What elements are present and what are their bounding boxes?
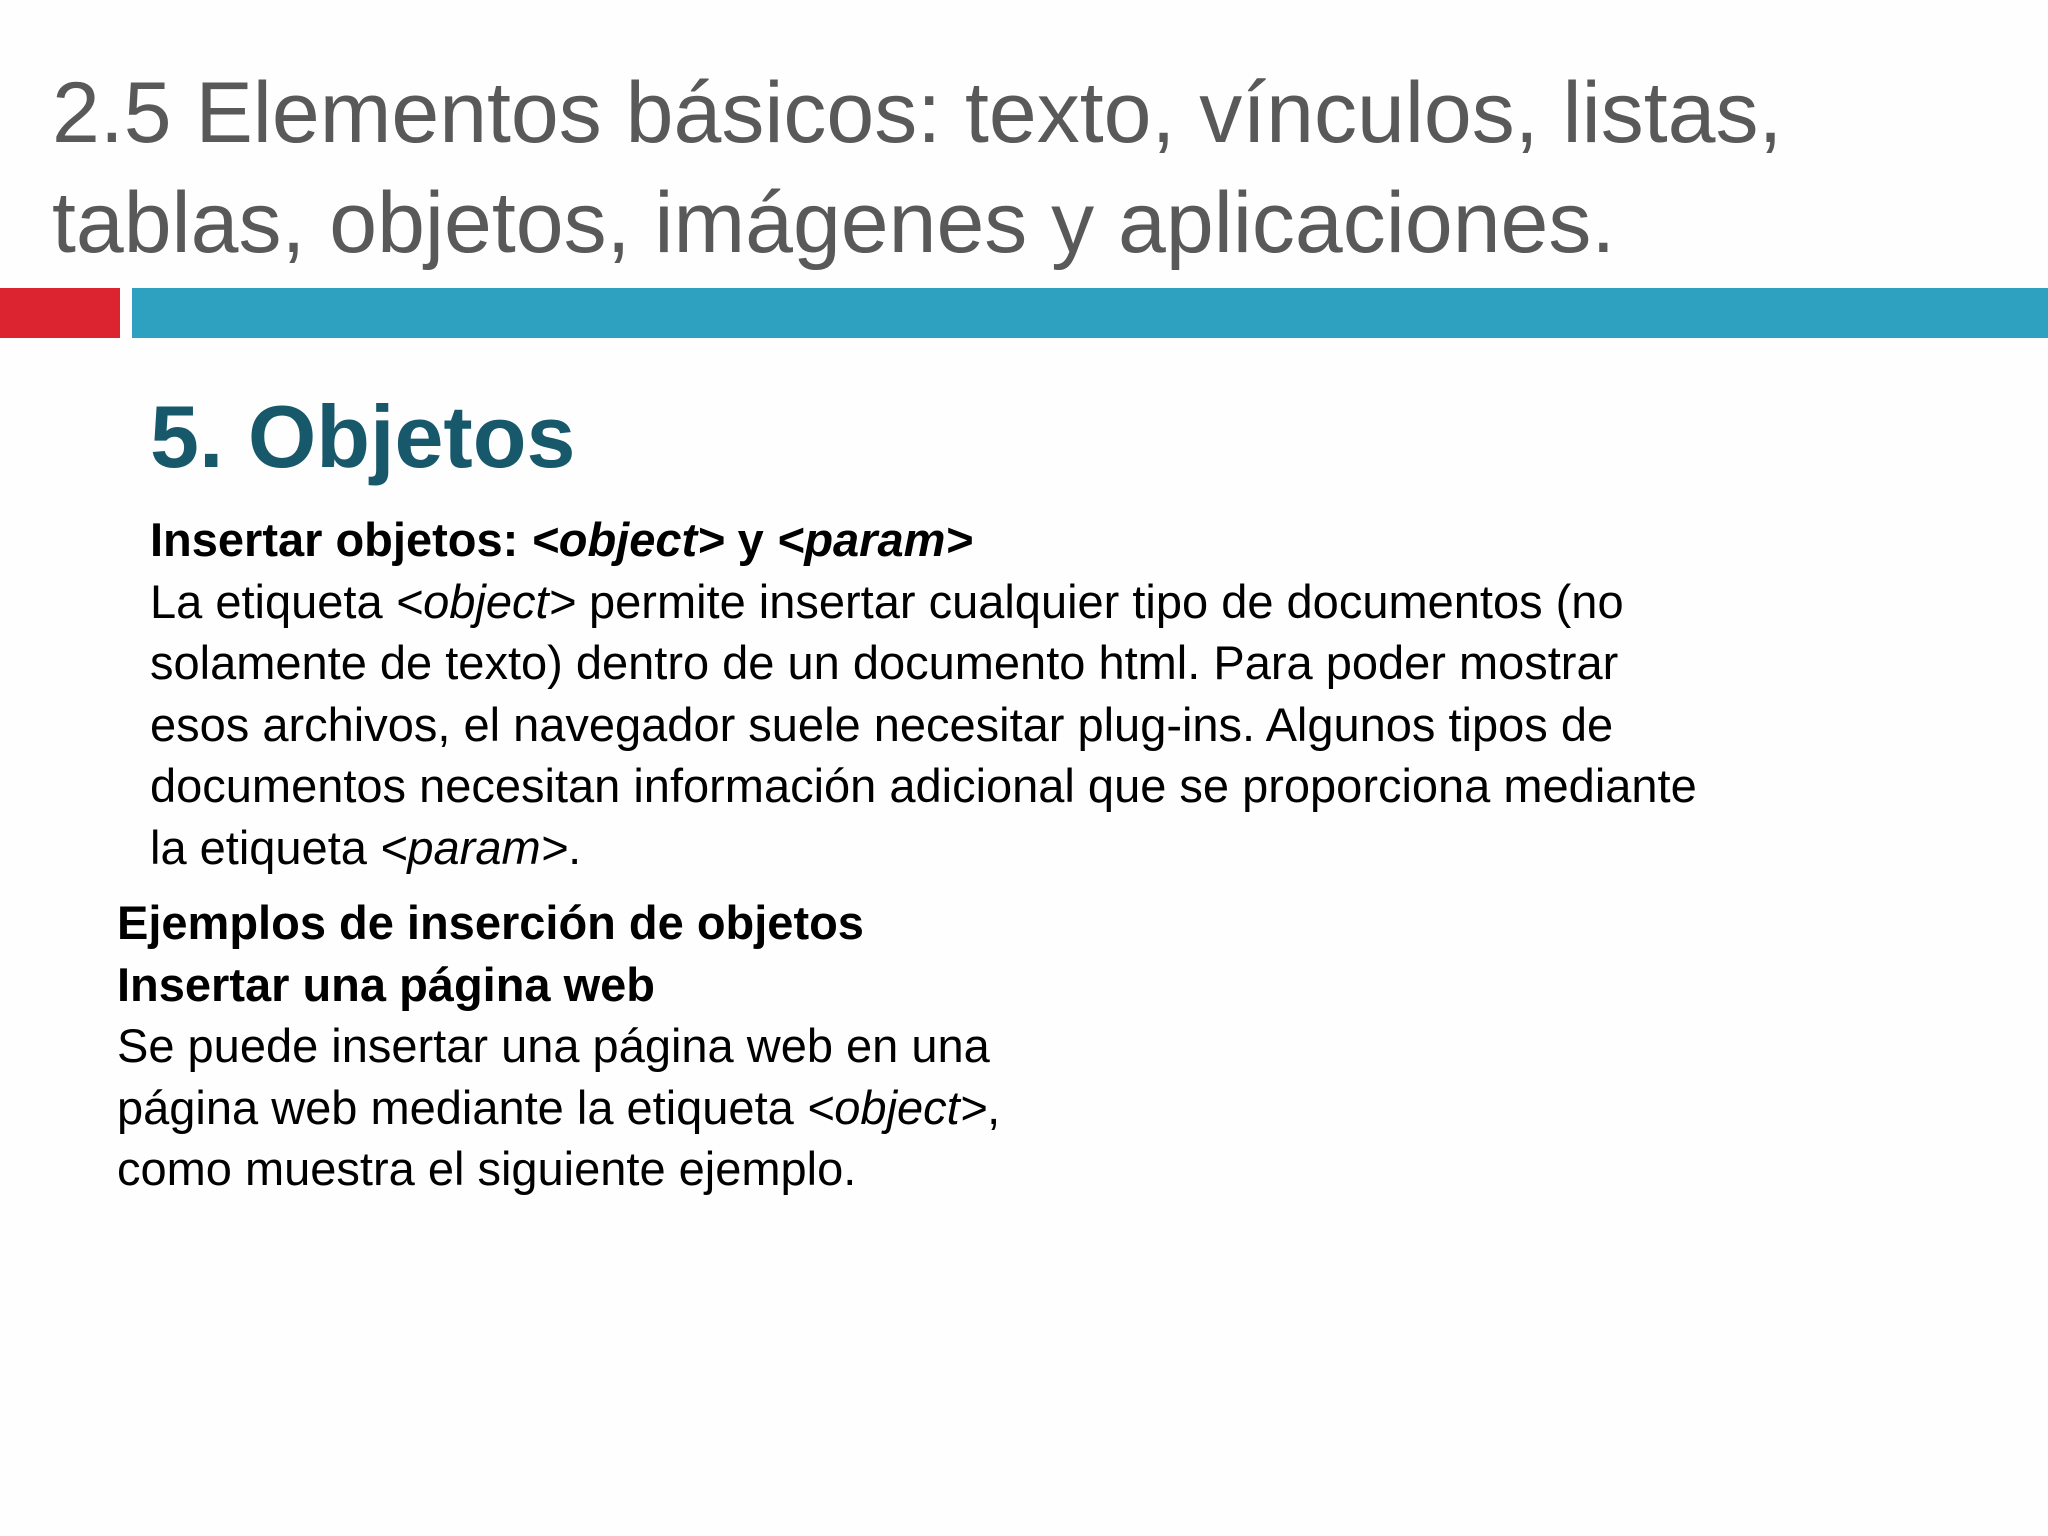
paragraph-line-1 [150,571,2000,633]
examples-line-1: Se puede insertar una página web en una [117,1019,990,1072]
examples-line-3: como muestra el siguiente ejemplo. [117,1142,857,1195]
p1-prefix: La etiqueta [150,574,396,628]
examples-line-2 [117,1077,1967,1139]
p1-object-tag: <object> [395,574,576,628]
subtitle-param-tag: <param> [776,513,973,566]
accent-bar-red [0,288,120,338]
insert-objects-block [150,509,2000,878]
p1-suffix: permite insertar cualquier tipo de documentos (no [575,574,1624,628]
section-heading: 5. Objetos [150,387,576,486]
paragraph-line-2: solamente de texto) dentro de un documento html. Para poder mostrar [150,636,1619,689]
subtitle-object-tag: <object> [531,513,725,566]
l2-object-tag: <object> [806,1080,988,1134]
slide-title [52,58,2002,278]
subtitle-mid: y [724,513,777,566]
p5-prefix: la etiqueta [150,820,380,874]
examples-heading: Ejemplos de inserción de objetos [117,896,864,949]
insert-objects-subtitle [150,509,2000,571]
subtitle-prefix: Insertar objetos: [150,513,532,566]
paragraph-line-3: esos archivos, el navegador suele necesitar plug-ins. Algunos tipos de [150,697,1614,751]
paragraph-line-5 [150,817,2000,879]
p5-param-tag: <param> [379,820,569,874]
examples-block [117,892,1967,1200]
slide-title-line-1: 2.5 Elementos básicos: texto, vínculos, listas, [52,65,1783,161]
p5-suffix: . [568,820,582,874]
accent-bar-blue [132,288,2048,338]
examples-subheading: Insertar una página web [117,957,656,1011]
paragraph-line-4: documentos necesitan información adicional que se proporciona mediante [150,759,1697,812]
slide-title-line-2: tablas, objetos, imágenes y aplicaciones. [52,175,1616,271]
l2-prefix: página web mediante la etiqueta [117,1080,807,1134]
l2-suffix: , [987,1080,1001,1134]
